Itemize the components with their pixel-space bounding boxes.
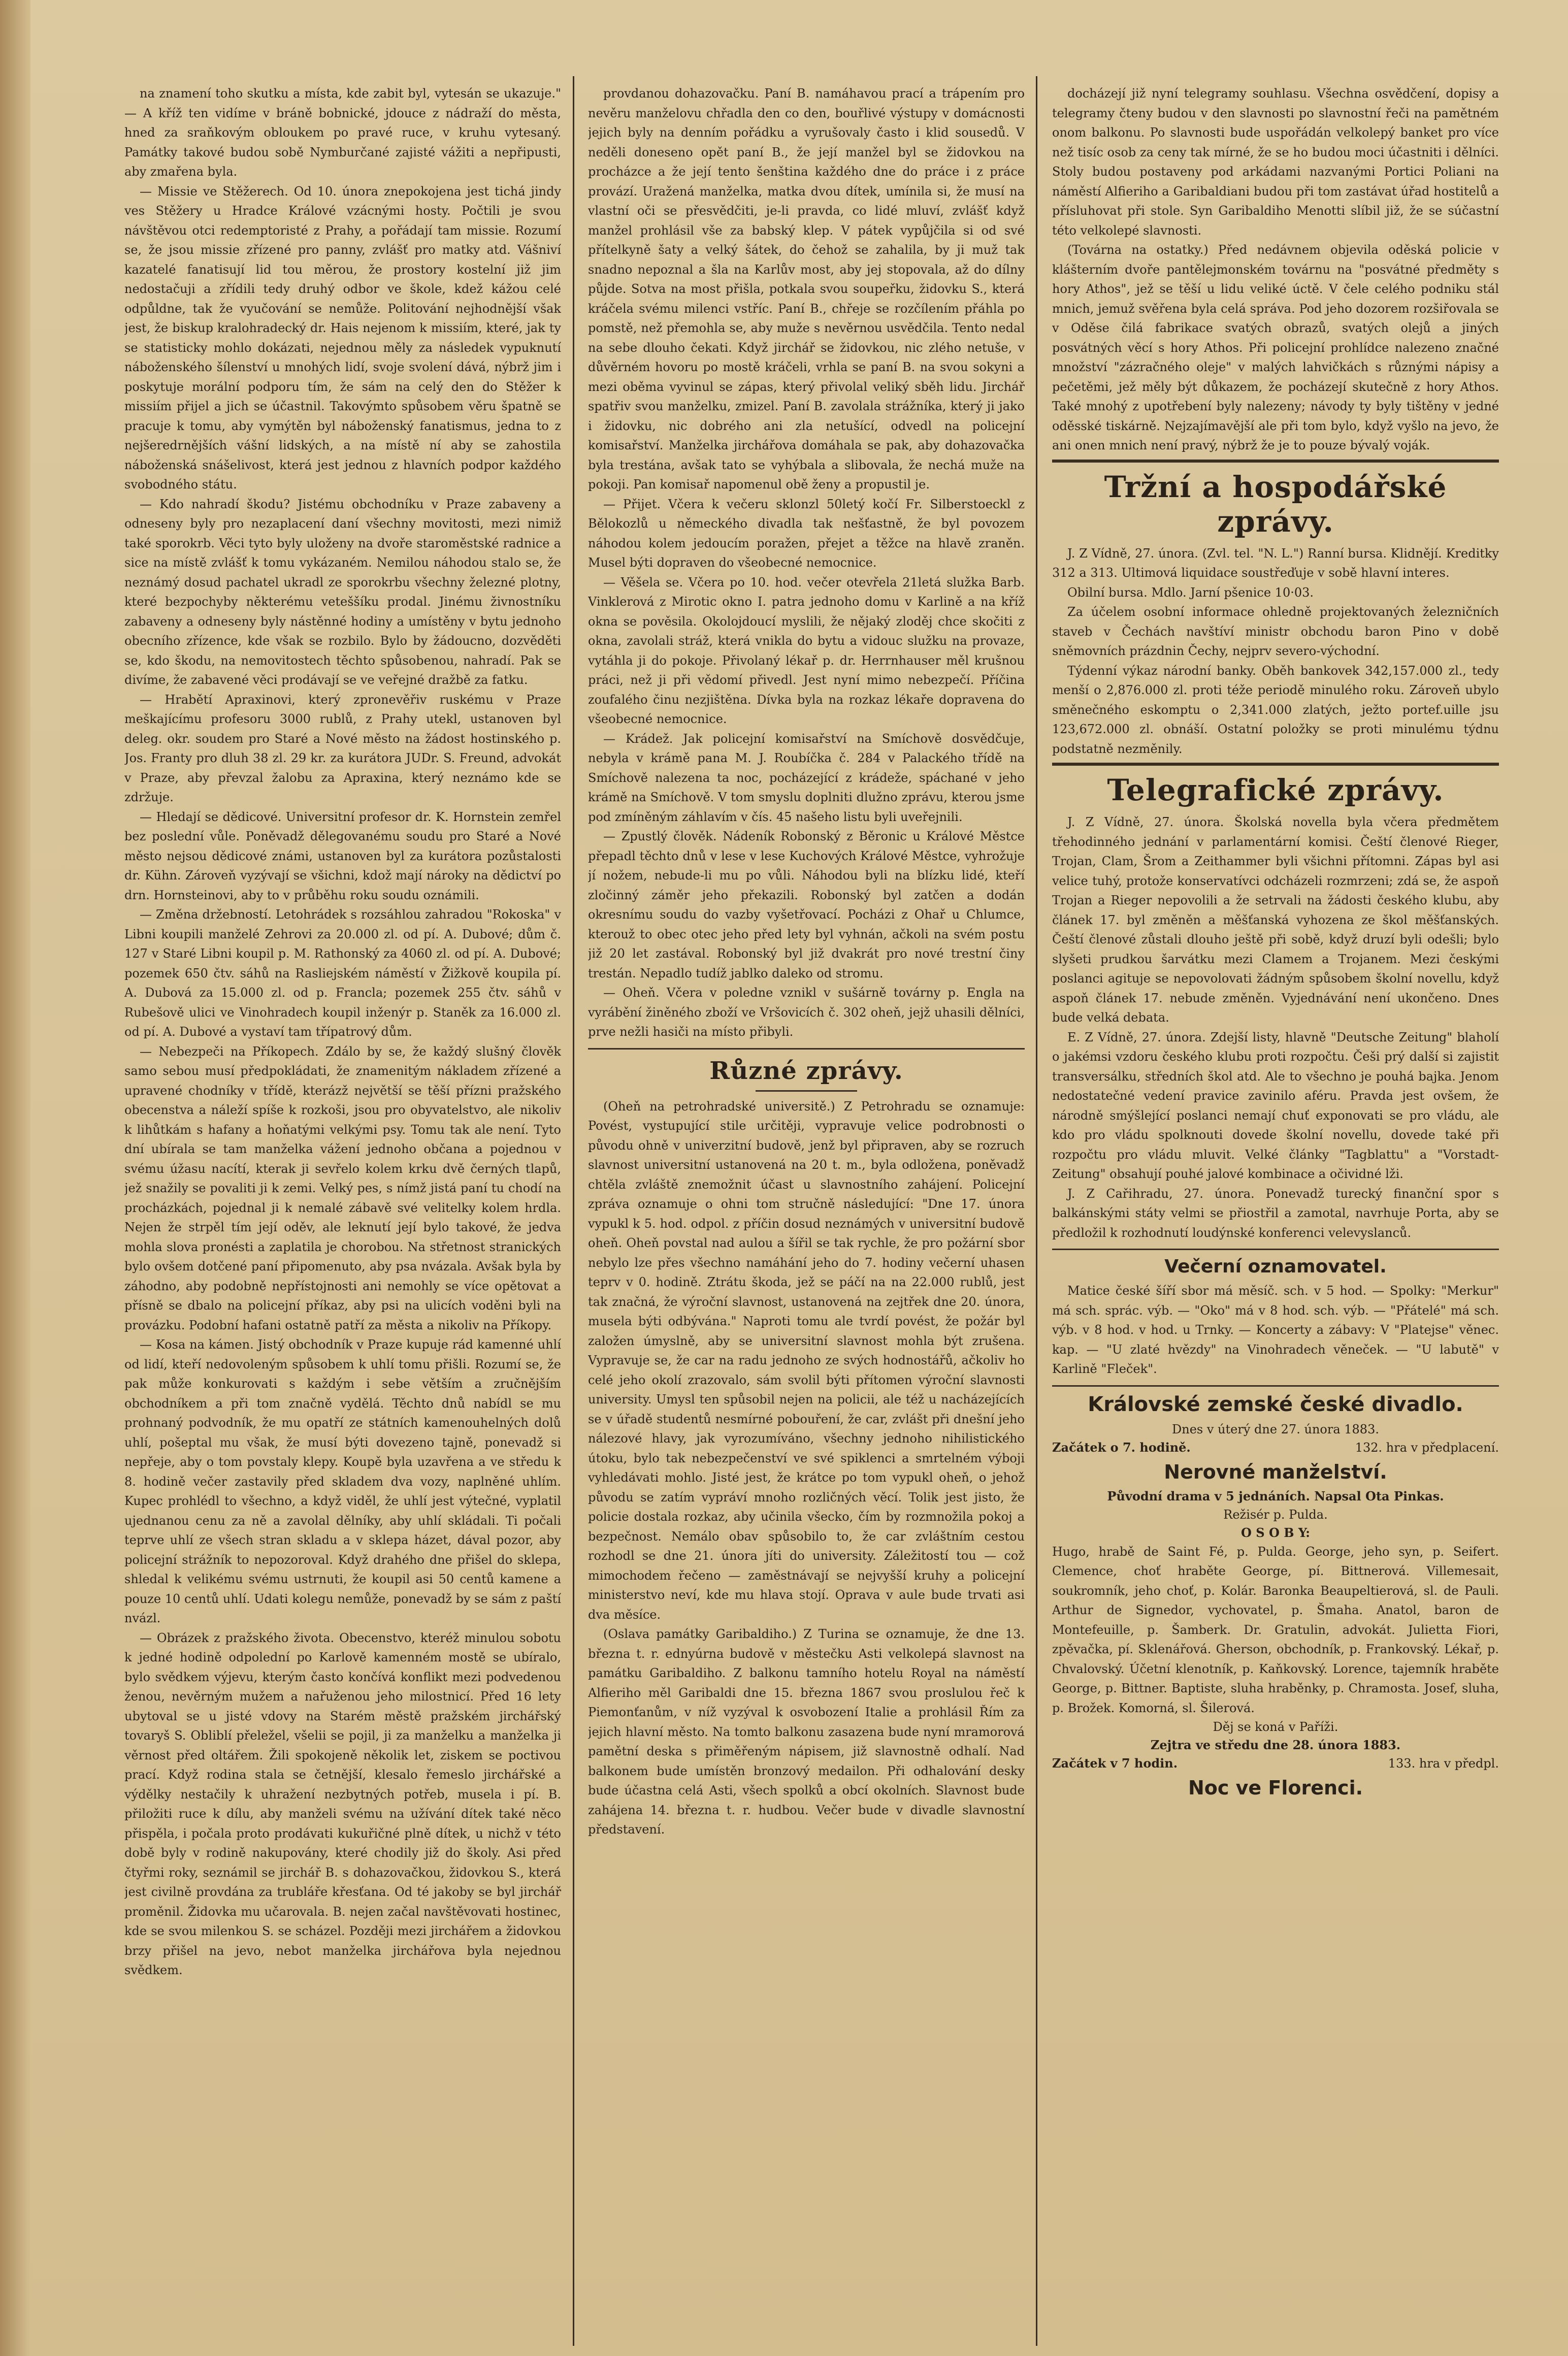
- theatre-heading: Královské zemské české divadlo.: [1088, 1392, 1463, 1416]
- market-heading: Tržní a hospodářské zprávy.: [1104, 469, 1447, 539]
- section-rule: [1052, 1385, 1499, 1387]
- theatre-subscription: 132. hra v předplacení.: [1355, 1440, 1499, 1455]
- next-subscription: 133. hra v předpl.: [1388, 1756, 1499, 1771]
- page-fold-shadow: [0, 0, 30, 2356]
- theatre-date: Dnes v úterý dne 27. února 1883.: [1172, 1422, 1379, 1436]
- heading-underline: [756, 1090, 857, 1092]
- article-paragraph: — Missie ve Stěžerech. Od 10. února znepokojena jest tichá jindy ves Stěžery u Hradce Králové vzácnými hosty. Počtili je svou návštěvou otci redemptoristé z Prahy, a pořádají tam missie. Rozumí se, že jsou missie zřízené pro panny, zvlášť pro matky atd. Vášniví kazatelé fanatisují lid tou měrou, že prostory kostelní již jim nedostačuji a zřídili tedy druhý odbor ve škole, kdež kážou celé odpůldne, tak že vyučování se nemůže. Politování nejhodnější však jest, že biskup kralohradecký dr. Hais nejenom k missiím, které, jak ty se statisticky mohlo dokázati, nejednou měly za následek vypuknutí náboženského šílenství u mnohých lidí, svoje svolení dává, nýbrž jim i poskytuje morální podporu tím, že sám na celý den do Stěžer k missiím přijel a jich se účastnil. Takovýmto spůsobem věru špatně se pracuje k tomu, aby vymýtěn byl náboženský fanatismus, jedna to z nejšeredrnějších vášní lidských, a na místě ní aby se zahostila náboženská snášelivost, která jest jednou z hlavních podpor každého svobodného státu.: [124, 184, 561, 492]
- market-paragraph: Za účelem osobní informace ohledně projektovaných železničních staveb v Čechách navštíví ministr obchodu baron Pino v době sněmovních prázdnin Čechy, nejprv severo-východní.: [1052, 605, 1499, 658]
- cast-note: Děj se koná v Paříži.: [1213, 1720, 1338, 1734]
- article-paragraph: — Změna držebností. Letohrádek s rozsáhlou zahradou "Rokoska" v Libni koupili manželé Zehrovi za 20.000 zl. od pí. A. Dubové; dům č. 127 v Staré Libni koupil p. M. Rathonský za 4060 zl. od pí. A. Dubové; pozemek 650 čtv. sáhů na Rasliejském náměstí v Žižkově koupila pí. A. Dubová za 15.000 zl. od p. Francla; pozemek 255 čtv. sáhů v Rubešově ulici ve Vinohradech koupil inženýr p. Staněk za 16.000 zl. od pí. A. Dubové a vystaví tam třípatrový dům.: [124, 907, 561, 1039]
- section-rule: [1052, 460, 1499, 463]
- market-paragraph: Týdenní výkaz národní banky. Oběh bankovek 342,157.000 zl., tedy menší o 2,876.000 zl. proti téže periodě minulého roku. Zároveň ubylo směnečného eskomptu o 2,341.000 zlatých, ježto portef.uille jsu 123,672.000 zl. obnáší. Ostatní položky se proti minulému týdnu podstatně nezměnily.: [1052, 663, 1499, 756]
- section-rule: [588, 1048, 1025, 1050]
- article-paragraph: na znamení toho skutku a místa, kde zabit byl, vytesán se ukazuje." — A kříž ten vidíme v bráně bobnické, jdouce z nádraží do města, hned za sraňkovým obloukem po pravé ruce, v kruhu vytesaný. Památky takové budou sobě Nymburčané zajisté vážiti a nepřipusti, aby zmařena byla.: [124, 86, 561, 179]
- telegram-paragraph: J. Z Cařihradu, 27. února. Ponevadž turecký finanční spor s balkánskými státy velmi se přiostřil a zamotal, navrhuje Porta, aby se předložil k rozhodnutí loudýnské konferenci velevyslanců.: [1052, 1186, 1499, 1240]
- telegraph-heading: Telegrafické zprávy.: [1107, 773, 1444, 807]
- theatre-info-row: [1052, 1438, 1499, 1457]
- next-play-title: Noc ve Florenci.: [1188, 1777, 1363, 1799]
- article-paragraph: (Továrna na ostatky.) Před nedávnem objevila oděská policie v klášterním dvoře pantělejmonském továrnu na "posvátné předměty s hory Athos", jež se těší u lidu veliké úctě. V čele celého podniku stál mnich, jemuž svěřena byla celá správa. Pod jeho dozorem rozšiřovala se v Oděse čilá fabrikace svatých obrazů, svatých olejů a jiných posvátných věcí s hory Athos. Při policejní prohlídce nalezeno značné množství "zázračného oleje" v malých lahvičkách s různými nápisy a pečetěmi, jež měly být důkazem, že pocházejí skutečně z hory Athos. Také mnohý z upotřebení byly nalezeny; návody ty byly tištěny v jedné oděsské tiskárně. Nejzajímavější ale při tom bylo, když vyšlo na jevo, že ani onen mnich není pravý, nýbrž že je to pouze bývalý voják.: [1052, 243, 1499, 452]
- telegram-paragraph: J. Z Vídně, 27. února. Školská novella byla včera předmětem třehodinného jednání v parlamentární komisi. Čeští členové Rieger, Trojan, Clam, Šrom a Zeithammer byli všichni přítomni. Zápas byl asi velice tuhý, protože konservatívci odcházeli rozmrzeni; zdá se, že aspoň Trojan a Rieger nepovolili a že setrvali na žádosti českého klubu, aby článek 17. byl změněn a měšťanská vyhozena ze škol měšťanských. Čeští členové zůstali dlouho ještě při sobě, když druzí byli odešli; bylo slyšeti prudkou šarvátku mezi Clamem a Trojanem. Mezi českými poslanci agituje se nepovolovati žádným spůsobem školní novellu, když aspoň článek 17. nebude změněn. Vyjednávání není ukončeno. Dnes bude velká debata.: [1052, 815, 1499, 1025]
- article-paragraph: — Zpustlý člověk. Nádeník Robonský z Běronic u Králové Městce přepadl těchto dnů v lese v lese Kuchových Králové Městce, vyhrožuje jí nožem, nebude-li mu po vůli. Náhodou byli na blízku lidé, kteří zločinný záměr jeho překazili. Robonský byl zatčen a dodán okresnímu soudu do vazby vyšetřovací. Pocházi z Ohař u Chlumce, kterouž to obec otec jeho před lety byl vyhnán, ačkoli na svém postu již 20 let zastával. Robonský byl již dvakrát pro nové trestní činy trestán. Nepadlo tudíž jablko daleko od stromu.: [588, 829, 1025, 980]
- cast-heading: O S O B Y:: [1241, 1525, 1310, 1540]
- next-info-row: [1052, 1754, 1499, 1773]
- evening-listing: Matice české šíří sbor má měsíč. sch. v 5 hod. — Spolky: "Merkur" má sch. sprác. výb. — "Oko" má v 8 hod. sch. výb. — "Přátelé" má sch. výb. v 8 hod. v hod. u Trnky. — Koncerty a zábavy: V "Platejse" věnec. kap. — "U zlaté hvězdy" na Vinohradech věneček. — "U labutě" v Karlině "Fleček".: [1052, 1284, 1499, 1376]
- section-heading: Různé zprávy.: [709, 1056, 903, 1085]
- market-paragraph: Obilní bursa. Mdlo. Jarní pšenice 10·03.: [1067, 585, 1314, 600]
- market-paragraph: J. Z Vídně, 27. února. (Zvl. tel. "N. L.") Ranní bursa. Klidnějí. Kreditky 312 a 313. Ultimová liquidace soustřeďuje v sobě hlavní interes.: [1052, 546, 1499, 580]
- column-1: [124, 84, 561, 2343]
- column-divider: [573, 76, 574, 2346]
- theatre-start: Začátek o 7. hodině.: [1052, 1439, 1191, 1455]
- article-paragraph: — Hledají se dědicové. Universitní profesor dr. K. Hornstein zemřel bez poslední vůle. Poněvadž dělegovanému soudu pro Staré a Nové město nejsou dědicové známi, ustanoven byl za kurátora pozůstalosti dr. Kühn. Zároveň vyzývají se všichni, kdož mají nároky na dědictví po drn. Hornsteinovi, aby to v průběhu roku soudu oznámili.: [124, 809, 561, 902]
- play-title: Nerovné manželství.: [1164, 1460, 1387, 1483]
- article-paragraph: — Věšela se. Včera po 10. hod. večer otevřela 21letá služka Barb. Vinklerová z Mirotic okno I. patra jednoho domu v Karlině a na kříž okna se pověsila. Okolojdoucí myslili, že nějaký zloděj chce skočiti z okna, zavolali stráž, která vnikla do bytu a vidouc služku na provaze, vytáhla ji do pokoje. Přivolaný lékař p. dr. Herrnhauser měl krušnou práci, než ji při vědomí přivedl. Jest nyní mimo nebezpečí. Příčina zoufalého činu nezjištěna. Dívka byla na rozkaz lékaře dopravena do všeobecné nemocnice.: [588, 575, 1025, 726]
- column-divider: [1036, 76, 1037, 2346]
- evening-heading: Večerní oznamovatel.: [1164, 1256, 1387, 1277]
- article-paragraph: — Kdo nahradí škodu? Jistému obchodníku v Praze zabaveny a odneseny byly pro nezaplacení daní všechny movitosti, mezi nimiž také sporokrb. Věci tyto byly uloženy na dvoře staroměstské radnice a sice na místě zvlášť k tomu vykázaném. Nemilou náhodou stalo se, že neznámý dosud pachatel ukradl ze sporokrbu všechny železné plotny, které bezpochyby některému veteššíku prodal. Jinému živnostníku zabaveny a odneseny byly nástěnné hodiny a umístěny v bytu jednoho obecního zřízence, kde však se rozbilo. Bylo by žádoucno, dozvěděti se, kdo škodu, na nemovitostech těchto spůsobenou, nahradí. Pak se divíme, že zabavené věci prodávají se ve veřejné dražbě za fatku.: [124, 497, 561, 687]
- article-paragraph: provdanou dohazovačku. Paní B. namáhavou prací a trápením pro nevěru manželovu chřadla den co den, bouřlivé výstupy v domácnosti jejich byly na denním pořádku a vyrušovaly často i klid sousedů. V neděli doneseno opět paní B., že její manžel byl se židovkou na procházce a že její tento šenština každého dne do práce i z práce provází. Uražená manželka, matka dvou dítek, umínila si, že musí na vlastní oči se přesvědčiti, je-li pravda, co lidé mluví, zvlášť když manžel prohlásil vše za babský klep. V pátek vypůjčila si od své přítelkyně šaty a velký šátek, do čehož se zahalila, by ji muž tak snadno nepoznal a šla na Karlův most, aby jej stopovala, až do dílny půjde. Sotva na most přišla, potkala svou soupeřku, židovku S., která kráčela svému milenci vstříc. Paní B., chřeje se rozčílením přáhla po pomstě, než přemohla se, aby muže s nevěrnou usvědčila. Tento nedal na sebe dlouho čekati. Když jirchář se židovkou, nic zlého netuše, v důvěrném hovoru po mostě kráčeli, vrhla se paní B. na svou sokyni a mezi oběma vyvinul se zápas, který přivolal veliký sběh lidu. Jirchář spatřiv svou manželku, zmizel. Paní B. zavolala strážníka, který ji jako i židovku, nic dobrého ani zla netušící, odvedl na policejní komisařství. Manželka jirchářova domáhala se pak, aby dohazovačka byla trestána, avšak tato se vyhýbala a slibovala, že nechá muže na pokoji. Pan komisař napomenul obě ženy a propustil je.: [588, 86, 1025, 492]
- play-subtitle: Původní drama v 5 jednáních. Napsal Ota Pinkas.: [1107, 1488, 1444, 1503]
- article-paragraph: — Přijet. Včera k večeru sklonzl 50letý kočí Fr. Silberstoeckl z Bělokozlů u německého divadla tak nešťastně, že byl povozem náhodou kolem jedoucím poražen, přejet a těžce na hlavě zraněn. Musel býti dopraven do všeobecné nemocnice.: [588, 497, 1025, 570]
- article-paragraph: — Kosa na kámen. Jistý obchodník v Praze kupuje rád kamenné uhlí od lidí, kteří nedovoleným spůsobem k uhlí tomu přišli. Rozumí se, že pak může konkurovati s každým i sebe větším a zručnějším obchodníkem a při tom značně vydělá. Těchto dnů nabídl se mu prohnaný podvodník, že mu opatří ze státních kamenouhelných dolů uhlí, pošeptal mu však, že musí býti dovezeno tajně, ponevadž si nepřeje, aby o tom povstaly klepy. Koupě byla uzavřena a ve středu k 8. hodině večer zastavily před skladem dva vozy, naplněné uhlím. Kupec prohlédl to všechno, a když viděl, že uhlí jest výtečné, vyplatil ujednanou cenu za ně a zavolal dělníky, aby uhlí skládali. Ti počali teprve uhlí ze všech stran skladu a v sklepa házet, dával pozor, aby policejní strážník to nepozoroval. Když drahého dne přišel do sklepa, shledal k velikému svému ustrnuti, že koupil asi 50 centů kamene a pouze 10 centů uhlí. Udati kolegu nemůže, ponevadž by se sám z paští nvázl.: [124, 1337, 561, 1625]
- section-rule: [1052, 1249, 1499, 1250]
- article-paragraph: — Krádež. Jak policejní komisařství na Smíchově dosvědčuje, nebyla v krámě pana M. J. Roubíčka č. 284 v Palackého třídě na Smíchově nalezena ta noc, pocházející z krádeže, spáchané v jeho krámě na Smíchově. V tom smyslu doplniti dlužno zprávu, kterou jsme pod zmíněným záhlavím v čís. 45 našeho listu byli uveřejnili.: [588, 731, 1025, 824]
- article-paragraph: (Oslava památky Garibaldiho.) Z Turina se oznamuje, že dne 13. března t. r. ednyúrna budově v městečku Asti velkolepá slavnost na památku Garibaldiho. Z balkonu tamního hotelu Royal na náměstí Alfieriho měl Garibaldi dne 15. března 1867 svou proslulou řeč k Piemonťanům, v níž vyzýval k osvobození Italie a prohlásil Řím za jejich hlavní město. Na tomto balkonu zasazena bude nyní mramorová pamětní deska s přiměřeným nápisem, již slavnostně odhalí. Nad balkonem bude umístěn bronzový medailon. Při odhalování desky bude účastna celá Asti, všech spolků a obcí okolních. Slavnost bude zahájena 14. března t. r. hudbou. Večer bude v divadle slavnostní představení.: [588, 1627, 1025, 1837]
- article-paragraph: — Obrázek z pražského života. Obecenstvo, kteréž minulou sobotu k jedné hodině odpolední po Karlově kamenném mostě se ubíralo, bylo svědkem výjevu, kterým často končívá konflikt mezi podvedenou ženou, nevěrným mužem a nařuženou jeho milostnicí. Před 16 lety ubytoval se u jisté vdovy na Starém městě pražském jirchářský tovaryš S. Obliblí přeležel, všelii se pojil, ji za manželku a manželka ji věrnost před oltářem. Žili spokojeně několik let, ziskem se poctivou prací. Když rodina stala se četnější, klesalo řemeslo jirchářské a výdělky nestačily k uhražení nezbytných potřeb, musela i pí. B. přiložiti ruce k dílu, aby manželi svému na užívání dítek také něco přispěla, i počala proto prodávati kukuřičné plně dítek, u nichž v této době byly v rodině nakupovány, které chodily již do školy. Asi před čtyřmi roky, seznámil se jirchář B. s dohazovačkou, židovkou S., která jest civilně provdána za trubláře křesťana. Od té jakoby se byl jirchář proměnil. Židovka mu učarovala. B. nejen začal navštěvovati hostinec, kde se svou milenkou S. se scházel. Později mezi jirchářem a židovkou brzy přišel na jevo, nebot manželka jirchářova byla nejednou svědkem.: [124, 1630, 561, 1977]
- section-rule: [1052, 763, 1499, 766]
- article-paragraph: (Oheň na petrohradské universitě.) Z Petrohradu se oznamuje: Povést, vystupující stile určitěji, vypravuje velice podrobnosti o původu ohně v univerzitní budově, jenž byl připraven, aby se rozruch slavnost universitní ustanovená na 20 t. m., byla odložena, poněvadž chtěla zvláště znemožnit účast u slavnostního zahájení. Policejní zpráva oznamuje o ohni tom stručně následující: "Dne 17. února vypukl k 5. hod. odpol. z příčin dosud neznámých v universitní budově oheň. Oheň povstal nad aulou a šířil se tak rychle, že pro požární sbor nebylo lze přes všechno namáhání jeho do 7. hodiny večerní uhasen teprv v 0. hodině. Ztrátu škoda, jež se páčí na na 22.000 rublů, jest tak značná, že výroční slavnost, ustanovená na zejtřek dne 20. února, musela býti odbývána." Naproti tomu ale tvrdí povést, že požár byl založen úmyslně, aby se universitní slavnost mohla být zrušena. Vypravuje se, že car na radu jednoho ze svých hodnostářů, ačkoliv ho celé jeho okolí zrazovalo, sám svolil býti přítomen výroční slavnosti university. Umysl ten spůsobil nejen na policii, ale též u nacházejících se v úřadě studentů nesmírné pobouření, že car, zvlášt při dnešní jeho nálezové hlavy, jak vyrozumíváno, všechny jednoho nihilistického útoku, bylo tak nebezpečenství ve své spiklenci a smrtelném výboji vyhledávati mohlo. Jisté jest, že krátce po tom vypukl oheň, o jehož původu se zatím vypráví mnoho rozličných věcí. Tolik jest jisto, že policie dostala rozkaz, aby učinila všecko, čím by rozmnožila pokoj a bezpečnost. Nemálo obav spůsobilo to, že car zvláštním cestou rozhodl se dne 21. února jíti do university. Záležitostí tou — což mimochodem řečeno — zaměstnávají se nejvyšší kruhy a policejní ministerstvo neví, kde mu hlava stojí. Oprava v aule bude trvati asi dva měsíce.: [588, 1099, 1025, 1622]
- article-paragraph: — Oheň. Včera v poledne vznikl v sušárně továrny p. Engla na vyrábění žiněného zboží ve Vršovicích č. 302 oheň, jejž uhasili dělníci, prve nežli hasiči na místo přibyli.: [588, 986, 1025, 1039]
- column-3: [1052, 84, 1499, 2343]
- article-paragraph: — Hrabětí Apraxinovi, který zpronevěřiv ruskému v Praze meškajícímu profesoru 3000 rublů, z Prahy utekl, ustanoven byl deleg. okr. soudem pro Staré a Nové město na žádost hostinského p. Jos. Franty pro dluh 38 zl. 29 kr. za kurátora JUDr. S. Freund, advokát v Praze, aby převzal žalobu za Apraxina, který neznámo kde se zdržuje.: [124, 692, 561, 804]
- telegram-paragraph: E. Z Vídně, 27. února. Zdejší listy, hlavně "Deutsche Zeitung" blaholí o jakémsi vzdoru českého klubu proti rozpočtu. Češi prý další si zajistit transversálku, středních škol atd. Ale to všechno je pouhá bajka. Jenom nedostatečné vedení pravice zavinilo aféru. Pravda jest ovšem, že národně smýšlející poslanci nemají chuť exponovati se pro vládu, ale kdo pro vládu spolknouti dovede školní novellu, dovede také při rozpočtu pro vládu mluvit. Velké články "Tagblattu" a "Vorstadt-Zeitung" obsahují pouhé jalové kombinace a očividné lži.: [1052, 1030, 1499, 1181]
- next-start: Začátek v 7 hodin.: [1052, 1756, 1178, 1771]
- column-2: [588, 84, 1025, 2343]
- next-date: Zejtra ve středu dne 28. února 1883.: [1150, 1738, 1401, 1752]
- play-director: Režisér p. Pulda.: [1223, 1507, 1328, 1522]
- cast-list: Hugo, hrabě de Saint Fé, p. Pulda. George, jeho syn, p. Seifert. Clemence, choť hraběte George, pí. Bittnerová. Villemesait, soukromník, jeho choť, p. Kolár. Baronka Beaupeltierová, sl. de Pauli. Arthur de Signedor, vychovatel, p. Šmaha. Anatol, baron de Montefeuille, p. Šamberk. Dr. Gratulin, advokát. Julietta Fiori, zpěvačka, pí. Sklenářová. Gherson, obchodník, p. Frankovský. Lékař, p. Chvalovský. Účetní klenotník, p. Kaňkovský. Lorence, tajemník hraběte George, p. Bittner. Baptiste, sluha hraběnky, p. Chramosta. Josef, sluha, p. Brožek. Komorná, sl. Šilerová.: [1052, 1544, 1499, 1715]
- article-paragraph: — Nebezpeči na Příkopech. Zdálo by se, že každý slušný člověk samo sebou musí předpokládati, že znamenitým nákladem zřízené a upravené chodníky v třídě, kterázž největší se těší přízni pražského obecenstva a náleží spíše k rozkoši, jsou pro obyvatelstvo, ale nikoliv k lihůtkám s hafany a hoňatými velkými psy. Tomu tak ale není. Tyto dní ubírala se tam manželka vážení jednoho občana a pojednou v svému úžasu nacítí, kterak ji sevřelo kolem krku dvě černých tlapů, jež snažily se povaliti ji k zemi. Velký pes, s nímž jistá paní tu chodí na procházkách, pojednal ji k nemalé zábavě své velitelky kolem hrdla. Nejen že strpěl tím její oděv, ale leknutí její bylo takové, že jedva mohla slova pronésti a zaplatila je chorobou. Na střetnost stranických bylo ovšem dotčené paní připomenuto, aby psa nvázala. Avšak byla by záhodno, aby podobně nepřístojnosti ani nemohly se více opětovat a přísně se dbalo na policejní příkaz, aby psi na ulicích voděni byli na provázku. Podobní hafani ostatně patří za města a nikoliv na Příkopy.: [124, 1044, 561, 1332]
- article-paragraph: docházejí již nyní telegramy souhlasu. Všechna osvědčení, dopisy a telegramy čteny budou v den slavnosti po slavnostní řeči na pamětném onom balkonu. Po slavnosti bude uspořádán velkolepý banket pro více než tisíc osob za ceny tak mírné, že se ho budou moci účastniti i dělníci. Stoly budou postaveny pod arkádami nazvanými Portici Poliani na náměstí Alfieriho a Garibaldiani budou při tom zastávat úřad hostitelů a přísluhovat při stole. Syn Garibaldiho Menotti slíbil již, že se súčastní této velkolepé slavnosti.: [1052, 86, 1499, 238]
